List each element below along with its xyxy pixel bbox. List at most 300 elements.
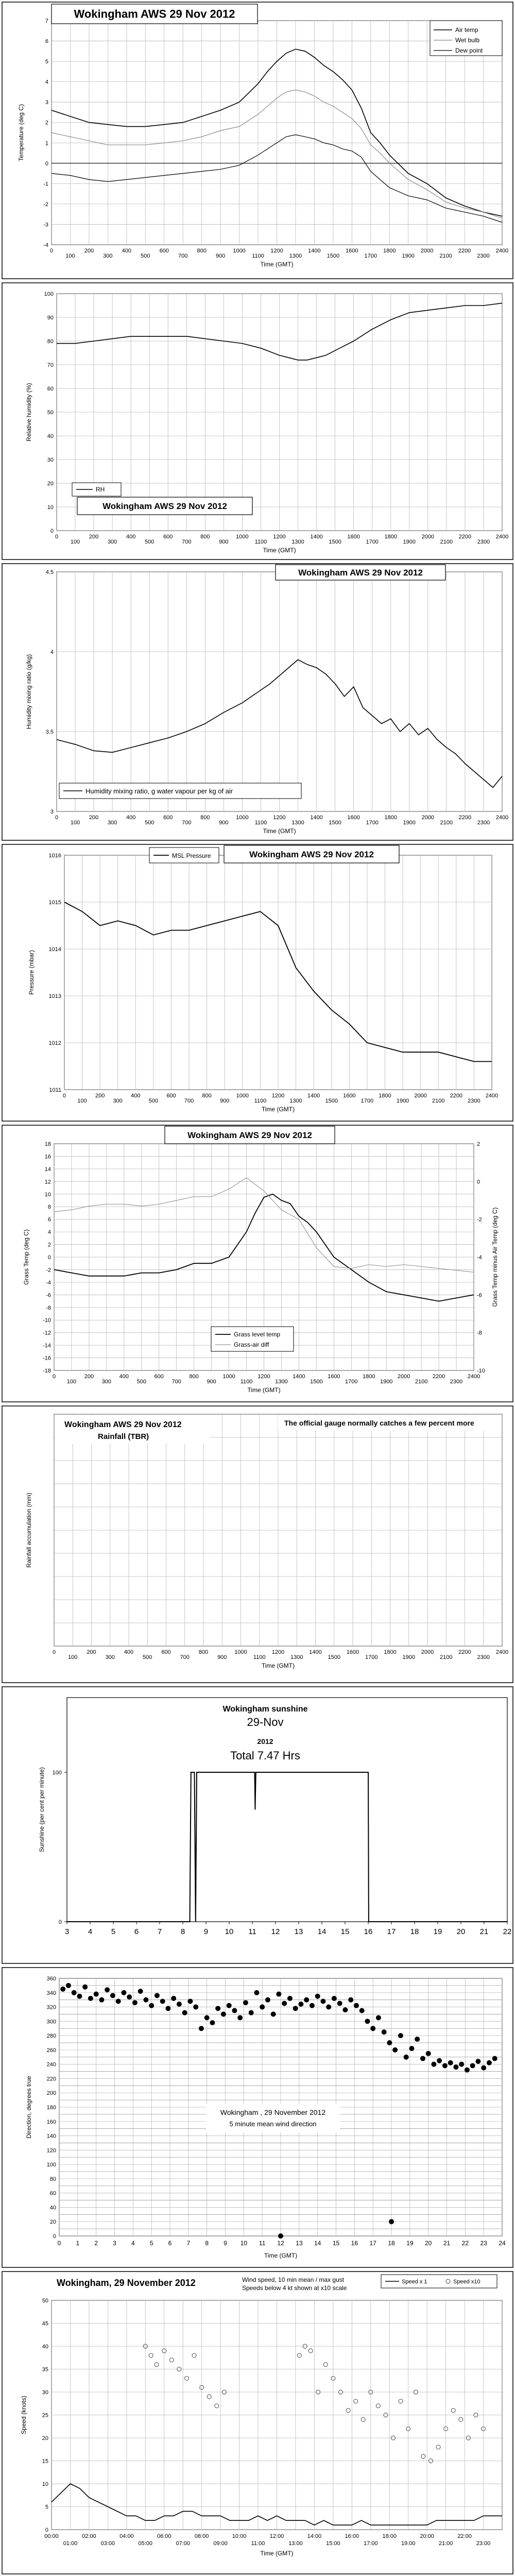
data-point	[465, 2067, 470, 2073]
data-point	[77, 1994, 82, 1999]
x-tick-label: 900	[207, 1379, 216, 1385]
y-tick-label: 10	[42, 2481, 48, 2487]
data-point	[282, 2001, 287, 2006]
y-tick-label: 60	[47, 386, 54, 392]
x-tick-label: 04:00	[119, 2533, 134, 2539]
x-tick-label: 21	[443, 2240, 451, 2247]
x-axis-label: Time (GMT)	[261, 1106, 295, 1113]
x-tick-label: 7	[186, 2240, 191, 2247]
y-tick-label: -10	[477, 1368, 485, 1374]
x-tick-label: 1800	[379, 1093, 391, 1099]
x-tick-label: 20:00	[420, 2533, 434, 2539]
x-tick-label: 0	[52, 1649, 56, 1655]
data-point	[392, 2047, 398, 2053]
x-tick-label: 1500	[329, 820, 341, 826]
x-tick-label: 10	[225, 1927, 234, 1936]
x-tick-label: 100	[68, 1654, 78, 1660]
y-tick-label: 1012	[48, 1040, 61, 1046]
y-axis-label: Speed (knots)	[20, 2396, 27, 2434]
x-tick-label: 1400	[307, 1093, 320, 1099]
x-tick-label: 0	[52, 1374, 56, 1380]
y-tick-label: 20	[47, 481, 54, 487]
x-tick-label: 10:00	[232, 2533, 247, 2539]
data-point	[193, 2005, 198, 2010]
data-point	[271, 2011, 276, 2016]
x-tick-label: 1100	[254, 539, 267, 545]
x-tick-label: 11	[259, 2240, 266, 2247]
data-point	[487, 2060, 492, 2065]
data-point	[415, 2037, 420, 2042]
y-tick-label: 20	[42, 2435, 48, 2442]
y-tick-label: 2	[47, 1242, 51, 1248]
x-tick-label: 200	[95, 1093, 105, 1099]
wind-speed-chart	[0, 2269, 515, 2576]
x-tick-label: 1800	[383, 248, 396, 254]
x-tick-label: 1900	[380, 1379, 393, 1385]
x-axis-label: Time (GMT)	[261, 1662, 295, 1669]
y-tick-label: 70	[47, 362, 54, 368]
x-tick-label: 3	[113, 2240, 116, 2247]
x-tick-label: 2100	[415, 1379, 428, 1385]
pressure-chart-panel	[0, 842, 515, 1123]
y-tick-label: 3.5	[45, 729, 54, 735]
y-axis-label: Grass Temp (deg C)	[23, 1229, 30, 1285]
data-point	[138, 1989, 143, 1994]
sunshine-chart	[0, 1685, 515, 1965]
x-tick-label: 600	[161, 1649, 171, 1655]
y-axis-label: Direction, degrees true	[25, 2076, 32, 2139]
sunshine-chart-panel	[0, 1685, 515, 1965]
x-tick-label: 2000	[420, 248, 434, 254]
y-tick-label: 1015	[48, 900, 61, 906]
y-tick-label: 10	[44, 1191, 51, 1198]
y-tick-label: 180	[46, 2105, 56, 2111]
x-tick-label: 700	[171, 1379, 181, 1385]
chart-title: Wokingham AWS 29 Nov 2012	[298, 567, 423, 578]
y-tick-label: 50	[42, 2298, 48, 2304]
data-point	[254, 1990, 259, 1995]
y-tick-label: -3	[43, 222, 48, 228]
y-tick-label: 100	[44, 291, 54, 297]
data-point	[426, 2051, 431, 2056]
x-tick-label: 2200	[458, 815, 472, 821]
x-tick-label: 1900	[402, 1654, 415, 1660]
data-point	[409, 2046, 414, 2051]
legend-label: Grass level temp	[234, 1331, 281, 1338]
y-tick-label: 30	[47, 457, 54, 463]
y-tick-label: 1014	[48, 946, 61, 953]
data-point	[182, 2010, 187, 2015]
x-tick-label: 200	[89, 534, 99, 540]
x-tick-label: 1800	[363, 1374, 375, 1380]
data-point	[265, 1997, 270, 2003]
data-point	[88, 1996, 93, 2001]
data-point	[204, 2015, 210, 2020]
data-point	[298, 2002, 303, 2007]
x-tick-label: 800	[189, 1374, 199, 1380]
y-tick-label: 0	[477, 1179, 480, 1185]
y-tick-label: 5	[45, 59, 48, 65]
x-tick-label: 1700	[360, 1098, 374, 1104]
mixing-ratio-chart	[0, 562, 515, 842]
chart-note: The official gauge normally catches a few percent more	[284, 1419, 474, 1427]
chart-title: Wokingham , 29 November 2012	[220, 2108, 326, 2116]
data-point	[320, 1998, 325, 2004]
x-tick-label: 8	[205, 2240, 209, 2247]
data-point	[348, 1997, 353, 2003]
x-tick-label: 9	[224, 2240, 227, 2247]
y-tick-label: 100	[46, 2162, 56, 2168]
x-tick-label: 1500	[328, 1654, 340, 1660]
data-point	[127, 1994, 132, 1999]
x-tick-label: 8	[180, 1927, 185, 1936]
x-tick-label: 1500	[325, 1098, 338, 1104]
data-point	[376, 2015, 381, 2020]
y-tick-label: 4	[45, 79, 48, 86]
data-point	[276, 1992, 281, 1997]
y-tick-label: 0	[53, 2233, 56, 2240]
x-tick-label: 1100	[252, 253, 264, 259]
x-tick-label: 2200	[458, 534, 472, 540]
y-axis-label: Relative humidity (%)	[25, 383, 32, 442]
chart-title: Wokingham AWS 29 Nov 2012	[64, 1420, 182, 1429]
x-tick-label: 500	[141, 253, 150, 259]
x-tick-label: 1500	[310, 1379, 323, 1385]
y-tick-label: 100	[52, 1770, 62, 1776]
x-tick-label: 6	[134, 1927, 139, 1936]
x-tick-label: 1400	[310, 534, 323, 540]
relative-humidity-chart	[0, 281, 515, 562]
x-tick-label: 1700	[366, 539, 379, 545]
data-point	[227, 2003, 232, 2008]
data-point	[337, 2001, 342, 2006]
x-tick-label: 400	[131, 1093, 141, 1099]
x-tick-label: 16:00	[345, 2533, 359, 2539]
grass-temp-chart-panel	[0, 1123, 515, 1404]
data-point	[293, 2006, 298, 2011]
data-point	[370, 2026, 375, 2031]
x-tick-label: 22	[461, 2240, 469, 2247]
y-tick-label: 60	[49, 2190, 56, 2197]
x-tick-label: 4	[131, 2240, 135, 2247]
x-tick-label: 1400	[293, 1374, 305, 1380]
y-tick-label: -8	[477, 1330, 482, 1336]
x-tick-label: 300	[113, 1098, 123, 1104]
x-tick-label: 900	[219, 820, 229, 826]
x-tick-label: 1000	[236, 815, 249, 821]
y-tick-label: 8	[47, 1204, 51, 1211]
data-point	[154, 1993, 160, 1998]
x-tick-label: 02:00	[82, 2533, 96, 2539]
x-tick-label: 12	[271, 1927, 280, 1936]
x-tick-label: 1	[76, 2240, 80, 2247]
x-tick-label: 14	[317, 1927, 327, 1936]
data-point	[437, 2058, 442, 2063]
x-tick-label: 9	[203, 1927, 209, 1936]
chart-title: Wokingham AWS 29 Nov 2012	[187, 1130, 312, 1140]
x-tick-label: 700	[182, 820, 192, 826]
y-tick-label: 2	[45, 120, 48, 126]
x-tick-label: 4	[88, 1927, 93, 1936]
data-point	[398, 2033, 403, 2038]
data-point	[420, 2056, 425, 2061]
x-tick-label: 2000	[421, 815, 435, 821]
x-tick-label: 10	[240, 2240, 248, 2247]
x-tick-label: 100	[66, 1379, 77, 1385]
data-point	[121, 1990, 126, 1995]
x-tick-label: 2200	[458, 1649, 471, 1655]
y-tick-label: 5	[45, 2504, 48, 2511]
x-tick-label: 900	[220, 1098, 230, 1104]
x-tick-label: 400	[119, 1374, 129, 1380]
chart-date: 29-Nov	[247, 1716, 284, 1728]
x-tick-label: 200	[89, 815, 99, 821]
legend-label: Air temp	[455, 26, 478, 33]
y-tick-label: -4	[43, 242, 48, 248]
x-tick-label: 2000	[421, 1649, 434, 1655]
x-tick-label: 1000	[236, 1093, 249, 1099]
y-tick-label: -1	[43, 181, 48, 188]
wind-speed-chart-panel	[0, 2269, 515, 2576]
y-tick-label: 15	[42, 2458, 48, 2465]
x-tick-label: 1900	[402, 253, 415, 259]
y-tick-label: -2	[477, 1216, 482, 1223]
x-tick-label: 1600	[346, 248, 358, 254]
x-tick-label: 500	[136, 1379, 146, 1385]
y-tick-label: -8	[46, 1304, 51, 1311]
x-tick-label: 1300	[275, 1379, 288, 1385]
x-tick-label: 06:00	[157, 2533, 171, 2539]
y-tick-label: 0	[58, 1919, 62, 1925]
y-tick-label: 0	[47, 1255, 51, 1261]
y-tick-label: -14	[43, 1343, 51, 1349]
legend-label: Grass-air diff	[234, 1341, 269, 1348]
data-point	[82, 1985, 88, 1990]
data-point	[221, 2011, 226, 2016]
x-tick-label: 500	[145, 539, 154, 545]
x-tick-label: 1200	[258, 1374, 270, 1380]
x-tick-label: 1200	[271, 1649, 285, 1655]
y-tick-label: 140	[46, 2133, 56, 2140]
chart-title: Wokingham AWS 29 Nov 2012	[102, 501, 227, 511]
y-tick-label: 1013	[48, 993, 61, 999]
x-axis-label: Time (GMT)	[260, 261, 294, 268]
y-tick-label: 16	[44, 1154, 51, 1160]
wind-direction-chart-panel	[0, 1965, 515, 2269]
x-tick-label: 0	[57, 2240, 61, 2247]
legend-label: Humidity mixing ratio, g water vapour per kg of air	[85, 787, 233, 795]
x-tick-label: 800	[202, 1093, 212, 1099]
x-tick-label: 19	[433, 1927, 442, 1936]
x-tick-label: 16	[351, 2240, 358, 2247]
x-tick-label: 12	[277, 2240, 284, 2247]
y-tick-label: -16	[43, 1355, 51, 1362]
y-tick-label: 12	[44, 1179, 51, 1185]
x-tick-label: 13:00	[288, 2540, 303, 2547]
x-tick-label: 1200	[273, 815, 286, 821]
x-tick-label: 2100	[432, 1098, 445, 1104]
x-axis-label: Time (GMT)	[264, 2252, 298, 2259]
x-tick-label: 22:00	[457, 2533, 472, 2539]
x-tick-label: 400	[126, 815, 136, 821]
temperature-chart	[0, 0, 515, 281]
y-tick-label: -2	[46, 1267, 51, 1274]
x-tick-label: 800	[198, 1649, 209, 1655]
x-tick-label: 700	[182, 539, 192, 545]
x-tick-label: 1000	[233, 248, 246, 254]
data-point	[481, 2065, 486, 2071]
chart-note: Speeds below 4 kt shown at x10 scale	[242, 2284, 347, 2292]
pressure-chart	[0, 842, 515, 1123]
x-tick-label: 1900	[396, 1098, 409, 1104]
x-tick-label: 300	[101, 1379, 112, 1385]
y-tick-label: 200	[46, 2090, 56, 2097]
x-tick-label: 1300	[291, 539, 304, 545]
y-tick-label: 30	[42, 2389, 48, 2396]
x-tick-label: 300	[107, 820, 117, 826]
x-tick-label: 2000	[414, 1093, 427, 1099]
x-tick-label: 1100	[240, 1379, 253, 1385]
x-tick-label: 1700	[366, 820, 379, 826]
y-tick-label: 14	[44, 1166, 51, 1173]
data-point	[105, 1987, 110, 1992]
chart-subtitle: Rainfall (TBR)	[98, 1432, 149, 1441]
x-tick-label: 2100	[440, 1654, 453, 1660]
x-tick-label: 100	[77, 1098, 87, 1104]
y-tick-label: 160	[46, 2119, 56, 2125]
x-tick-label: 0	[49, 248, 54, 254]
y-tick-label: 50	[47, 410, 54, 416]
x-tick-label: 1200	[273, 534, 286, 540]
x-tick-label: 600	[154, 1374, 164, 1380]
y-tick-label: 1016	[48, 853, 61, 859]
grass-temperature-chart	[0, 1123, 515, 1404]
data-point	[359, 2008, 365, 2013]
x-tick-label: 1800	[384, 815, 397, 821]
x-tick-label: 800	[200, 534, 210, 540]
y-tick-label: 6	[47, 1216, 51, 1223]
x-tick-label: 1000	[222, 1374, 235, 1380]
chart-total: Total 7.47 Hrs	[230, 1749, 300, 1762]
x-tick-label: 700	[184, 1098, 194, 1104]
x-tick-label: 11:00	[251, 2540, 265, 2547]
x-tick-label: 600	[159, 248, 169, 254]
y-tick-label: 10	[47, 504, 54, 511]
y-tick-label: 360	[46, 1976, 56, 1982]
x-tick-label: 23:00	[476, 2540, 491, 2547]
x-tick-label: 03:00	[100, 2540, 115, 2547]
y-tick-label: -6	[46, 1292, 51, 1299]
x-tick-label: 24	[499, 2240, 506, 2247]
legend-label: RH	[96, 486, 105, 493]
x-tick-label: 600	[163, 815, 173, 821]
data-point	[237, 2015, 243, 2020]
x-tick-label: 08:00	[194, 2533, 209, 2539]
y-tick-label: 18	[44, 1141, 51, 1147]
data-point	[66, 1983, 71, 1988]
x-axis-label: Time (GMT)	[263, 547, 296, 554]
x-tick-label: 2300	[450, 1379, 463, 1385]
y-tick-label: 120	[46, 2147, 56, 2154]
x-tick-label: 7	[157, 1927, 162, 1936]
x-tick-label: 20	[424, 2240, 432, 2247]
data-point	[210, 2020, 215, 2025]
data-point	[448, 2060, 453, 2065]
x-tick-label: 1300	[290, 1654, 303, 1660]
y-tick-label: -6	[477, 1292, 482, 1299]
x-tick-label: 5	[111, 1927, 116, 1936]
data-point	[132, 2000, 138, 2005]
x-tick-label: 1400	[309, 1649, 322, 1655]
x-tick-label: 1400	[310, 815, 323, 821]
x-tick-label: 700	[178, 253, 188, 259]
y-tick-label: 0	[45, 160, 48, 167]
x-tick-label: 2300	[477, 820, 490, 826]
data-point	[60, 1987, 65, 1992]
x-tick-label: 200	[84, 248, 94, 254]
x-tick-label: 01:00	[63, 2540, 78, 2547]
y-tick-label: -10	[43, 1317, 51, 1324]
y-tick-label: 3	[50, 809, 54, 815]
x-tick-label: 1500	[327, 253, 340, 259]
x-tick-label: 100	[70, 539, 80, 545]
y-tick-label: 3	[45, 99, 48, 106]
x-tick-label: 13	[294, 1927, 303, 1936]
chart-title: Wokingham AWS 29 Nov 2012	[249, 849, 374, 859]
y2-axis-label: Grass Temp minus Air Temp (deg C)	[491, 1207, 499, 1307]
x-tick-label: 1600	[328, 1374, 340, 1380]
x-tick-label: 11	[248, 1927, 256, 1936]
x-tick-label: 300	[103, 253, 113, 259]
temperature-chart-panel	[0, 0, 515, 281]
y-tick-label: -18	[43, 1368, 51, 1374]
chart-title: Wokingham AWS 29 Nov 2012	[74, 7, 235, 21]
y-axis-label: Sunshine (per cent per minute)	[38, 1767, 45, 1852]
data-point	[171, 1996, 176, 2001]
x-tick-label: 1400	[308, 248, 321, 254]
x-tick-label: 0	[55, 534, 59, 540]
x-tick-label: 22	[503, 1927, 512, 1936]
x-tick-label: 100	[65, 253, 75, 259]
data-point	[287, 1996, 293, 2001]
data-point	[442, 2063, 448, 2068]
x-tick-label: 5	[149, 2240, 153, 2247]
x-tick-label: 1600	[347, 534, 360, 540]
x-tick-label: 2400	[495, 1649, 509, 1655]
x-tick-label: 15:00	[326, 2540, 340, 2547]
x-tick-label: 600	[163, 534, 173, 540]
x-tick-label: 07:00	[176, 2540, 190, 2547]
data-point	[475, 2059, 480, 2064]
y-axis-label: Pressure (mbar)	[28, 950, 35, 995]
data-point	[315, 1994, 320, 1999]
x-axis-label: Time (GMT)	[247, 1386, 281, 1394]
x-tick-label: 1200	[270, 248, 283, 254]
x-axis-label: Time (GMT)	[260, 2550, 294, 2557]
x-tick-label: 200	[84, 1374, 94, 1380]
y-axis-label: Humidity mixing ratio (g/kg)	[25, 654, 32, 730]
chart-subtitle: 5 minute mean wind direction	[229, 2120, 317, 2128]
x-tick-label: 14	[314, 2240, 321, 2247]
data-point	[249, 2010, 254, 2015]
y-tick-label: 6	[45, 38, 48, 45]
x-tick-label: 400	[122, 248, 132, 254]
x-tick-label: 2400	[485, 1093, 499, 1099]
x-tick-label: 1800	[384, 1649, 397, 1655]
legend-label: Speed x10	[453, 2279, 480, 2285]
x-tick-label: 17:00	[364, 2540, 378, 2547]
y-tick-label: 80	[49, 2176, 56, 2182]
